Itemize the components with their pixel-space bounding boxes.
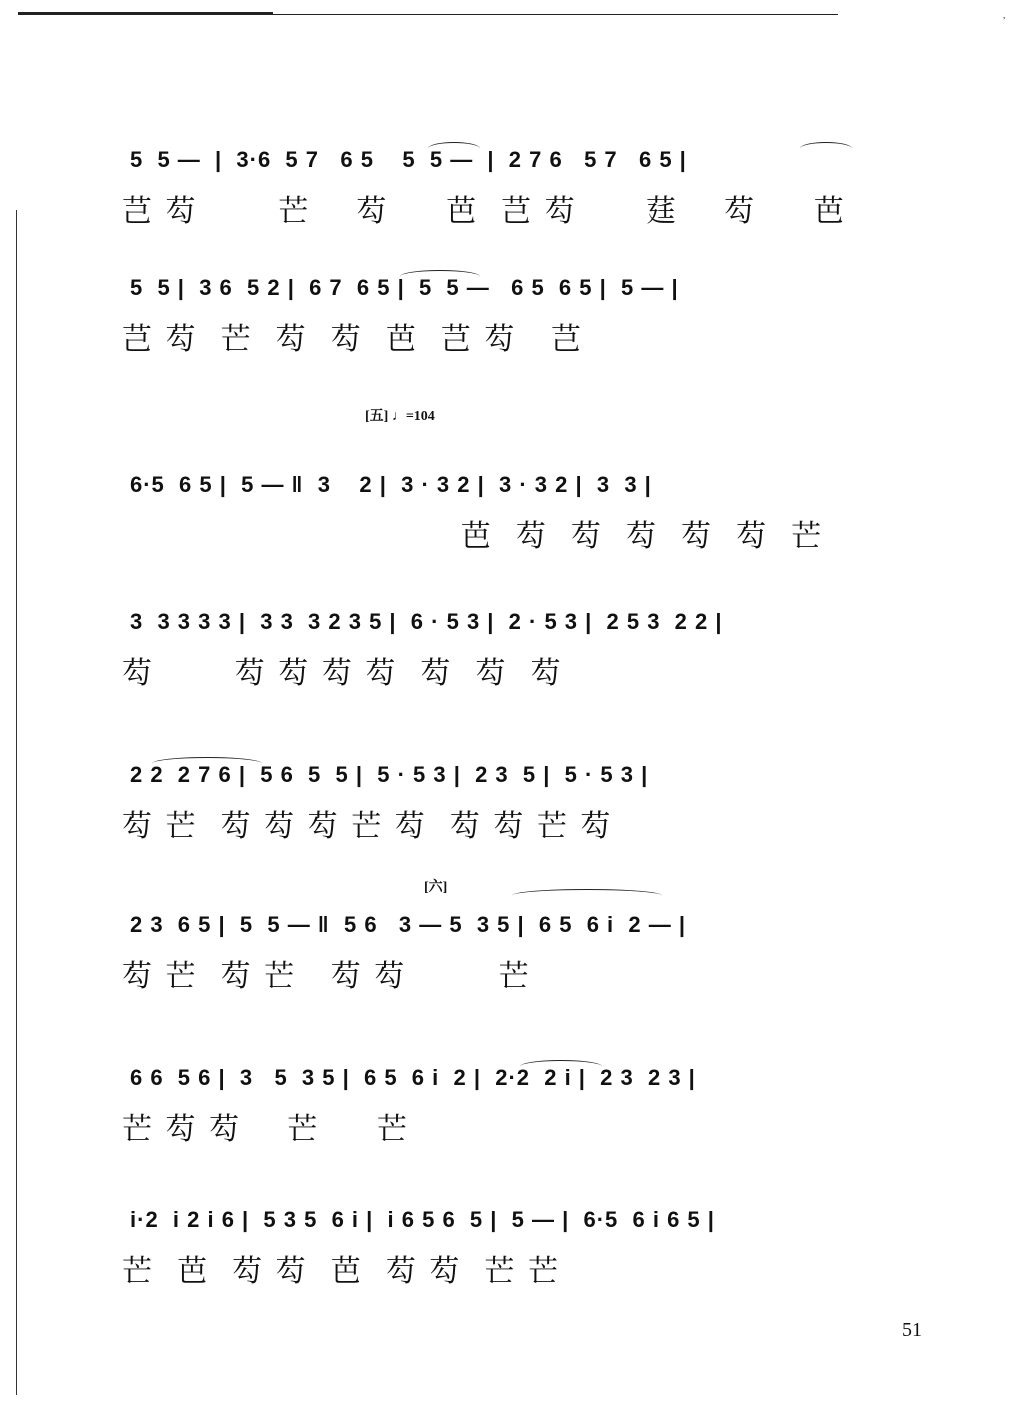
guqin-tablature-line: 芭 芶 芶 芶 芶 芶 芒: [380, 519, 824, 554]
guqin-tablature-line: 芑 芶 芒 芶 芶 芭 芑 芶 芑: [122, 322, 584, 357]
slur: [428, 142, 480, 155]
score-system-7: [0, 1048, 1030, 1188]
jianpu-line: 6 6 5 6 | 3 5 3 5 | 6 5 6 i 2 | 2·2 2 i | 2 3 2 3 |: [130, 1065, 696, 1090]
top-rule: [18, 14, 838, 15]
score-system-8: [0, 1190, 1030, 1330]
slur: [400, 270, 480, 283]
tempo-mark: ♩=104: [391, 409, 435, 424]
section-five-label: [365, 405, 435, 425]
jianpu-line: 5 5 — | 3·6 5 7 6 5 5 5 — | 2 7 6 5 7 6 5 |: [130, 147, 687, 172]
guqin-tablature-line: 芑 芶 芒 芶 芭 芑 芶 莛 芶 芭: [122, 194, 846, 229]
score-system-3: [0, 455, 1030, 595]
guqin-tablature-line: 芒 芶 芶 芒 芒: [122, 1112, 409, 1147]
page-number: 51: [902, 1319, 922, 1341]
score-system-2: [0, 258, 1030, 398]
slur: [800, 142, 852, 155]
slur: [152, 757, 262, 770]
score-system-6: [0, 895, 1030, 1035]
guqin-tablature-line: 芒 芭 芶 芶 芭 芶 芶 芒 芒: [122, 1254, 560, 1289]
score-system-4: [0, 592, 1030, 732]
jianpu-line: 3 3 3 3 3 | 3 3 3 2 3 5 | 6 · 5 3 | 2 · 5 3 | 2 5 3 2 2 |: [130, 609, 723, 634]
jianpu-line: 2 3 6 5 | 5 5 — ‖ 5 6 3 — 5 3 5 | 6 5 6 i 2 — |: [130, 912, 686, 937]
score-system-5: [0, 745, 1030, 885]
section-six-label: [六]: [424, 880, 448, 895]
slur: [512, 889, 662, 902]
jianpu-line: i·2 i 2 i 6 | 5 3 5 6 i | i 6 5 6 5 | 5 — | 6·5 6 i 6 5 |: [130, 1207, 715, 1232]
score-system-1: [0, 130, 1030, 270]
jianpu-line: 2 2 2 7 6 | 5 6 5 5 | 5 · 5 3 | 2 3 5 | 5 · 5 3 |: [130, 762, 649, 787]
guqin-tablature-line: 芶 芒 芶 芶 芶 芒 芶 芶 芶 芒 芶: [122, 809, 613, 844]
jianpu-line: 5 5 | 3 6 5 2 | 6 7 6 5 | 5 5 — 6 5 6 5 | 5 — |: [130, 275, 679, 300]
corner-mark: ,: [1003, 10, 1006, 20]
section-number: [五]: [365, 409, 389, 424]
guqin-tablature-line: 芶 芒 芶 芒 芶 芶 芒: [122, 959, 531, 994]
slur: [520, 1060, 602, 1073]
jianpu-line: 6·5 6 5 | 5 — ‖ 3 2 | 3 · 3 2 | 3 · 3 2 | 3 3 |: [130, 472, 652, 497]
guqin-tablature-line: 芶 芶 芶 芶 芶 芶 芶 芶: [122, 656, 563, 691]
